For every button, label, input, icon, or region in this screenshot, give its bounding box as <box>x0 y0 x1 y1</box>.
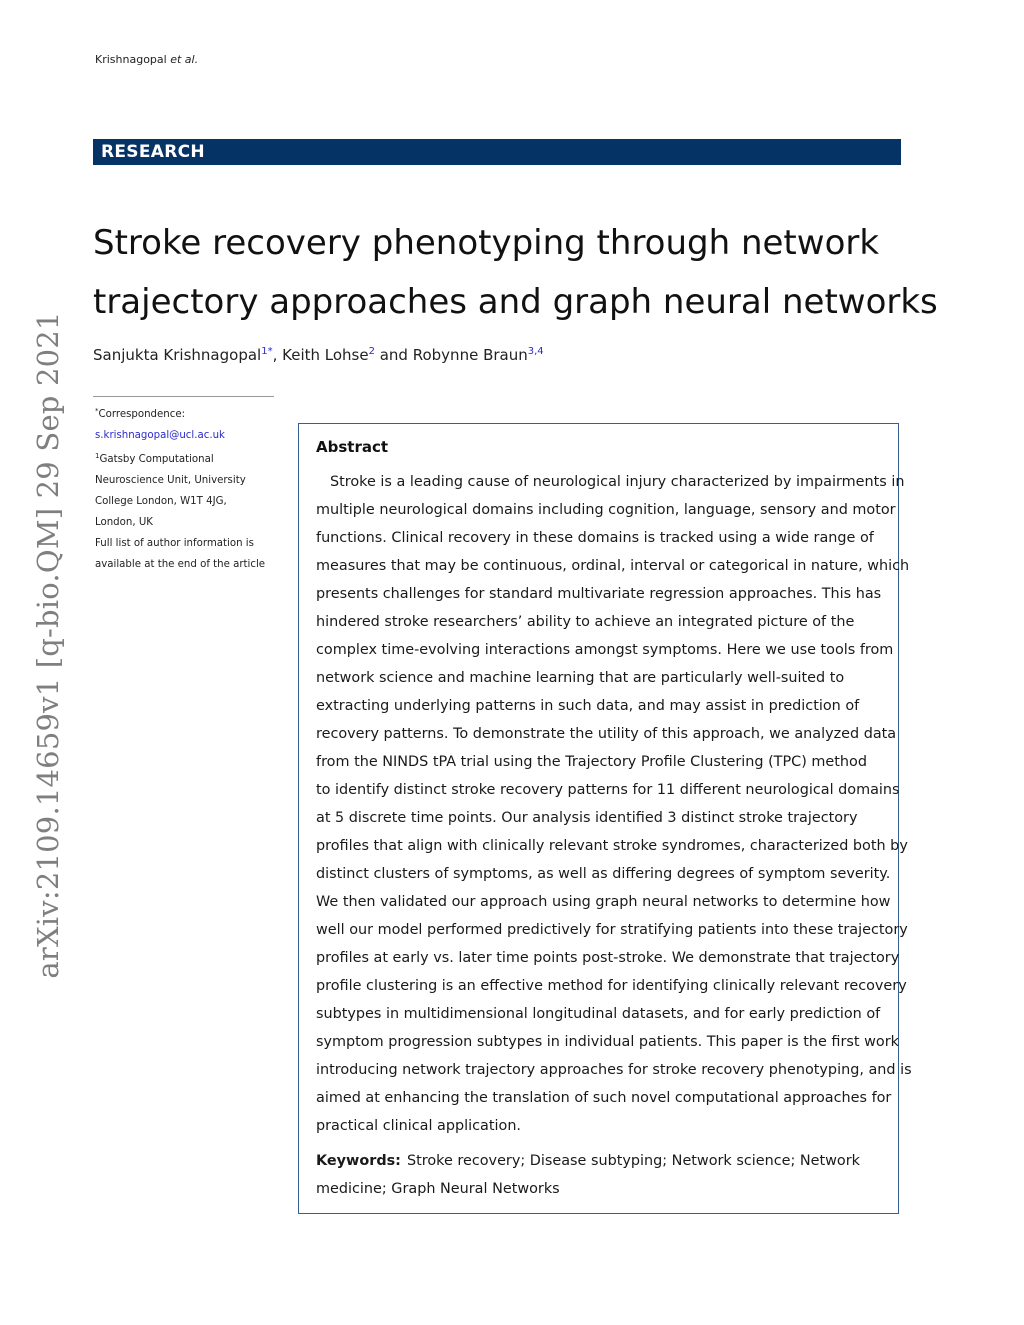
author-separator: and <box>374 346 413 364</box>
running-head-etal: et al. <box>170 53 199 66</box>
author-separator: , <box>272 346 283 364</box>
author-info-note: Full list of author information is <box>95 538 254 549</box>
abstract-line: subtypes in multidimensional longitudinal datasets, and for early prediction of <box>316 1006 881 1022</box>
affiliation-line <box>95 446 280 470</box>
abstract-body <box>316 468 912 1140</box>
side-notes <box>95 401 280 575</box>
abstract-line: practical clinical application. <box>316 1118 522 1134</box>
abstract-line: at 5 discrete time points. Our analysis identified 3 distinct stroke trajectory <box>316 810 858 826</box>
abstract-line: profiles at early vs. later time points post-stroke. We demonstrate that trajectory <box>316 950 900 966</box>
abstract-line: from the NINDS tPA trial using the Trajectory Profile Clustering (TPC) method <box>316 754 867 770</box>
author-affiliation-mark[interactable]: 3,4 <box>527 346 544 357</box>
title-line: trajectory approaches and graph neural networks <box>93 282 938 322</box>
keywords-label: Keywords: <box>316 1153 401 1169</box>
abstract-line: We then validated our approach using graph neural networks to determine how <box>316 894 891 910</box>
section-bar <box>93 139 901 165</box>
abstract-line: introducing network trajectory approaches for stroke recovery phenotyping, and is <box>316 1062 912 1078</box>
abstract-line: complex time-evolving interactions amongst symptoms. Here we use tools from <box>316 642 894 658</box>
correspondence-label: Correspondence: <box>98 409 186 420</box>
abstract-line: multiple neurological domains including cognition, language, sensory and motor <box>316 502 896 518</box>
author-name: Robynne Braun <box>412 346 528 364</box>
affiliation-text: London, UK <box>95 517 153 528</box>
correspondence-email-link[interactable]: s.krishnagopal@ucl.ac.uk <box>95 430 225 441</box>
abstract-line: presents challenges for standard multivariate regression approaches. This has <box>316 586 882 602</box>
author-affiliation-mark[interactable]: 2 <box>368 346 375 357</box>
affiliation-text: Gatsby Computational <box>99 454 214 465</box>
abstract-box <box>298 423 912 1214</box>
abstract-line: well our model performed predictively for stratifying patients into these trajectory <box>316 922 908 938</box>
correspondence-mark: * <box>95 407 99 415</box>
section-label: RESEARCH <box>101 142 205 162</box>
affiliation-text: College London, W1T 4JG, <box>95 496 227 507</box>
abstract-line: functions. Clinical recovery in these domains is tracked using a wide range of <box>316 530 874 546</box>
arxiv-identifier: arXiv:2109.14659v1 [q-bio.QM] 29 Sep 2021 <box>31 311 65 979</box>
abstract-line: profile clustering is an effective method for identifying clinically relevant recovery <box>316 978 907 994</box>
affiliation-mark: 1 <box>95 452 100 460</box>
title-line: Stroke recovery phenotyping through network <box>93 223 880 263</box>
abstract-line: symptom progression subtypes in individual patients. This paper is the first work <box>316 1034 899 1050</box>
abstract-line: aimed at enhancing the translation of such novel computational approaches for <box>316 1090 892 1106</box>
abstract-line: to identify distinct stroke recovery patterns for 11 different neurological domains <box>316 782 900 798</box>
abstract-line: measures that may be continuous, ordinal, interval or categorical in nature, which <box>316 558 910 574</box>
author-affiliation-mark[interactable]: 1* <box>261 346 273 357</box>
author-name: Sanjukta Krishnagopal <box>93 346 262 364</box>
side-notes-divider <box>93 396 274 397</box>
running-head <box>95 53 198 66</box>
keywords-text: Stroke recovery; Disease subtyping; Network science; Network <box>406 1153 860 1169</box>
keywords <box>316 1147 860 1203</box>
abstract-line: profiles that align with clinically relevant stroke syndromes, characterized both by <box>316 838 908 854</box>
abstract-line: extracting underlying patterns in such data, and may assist in prediction of <box>316 698 860 714</box>
keywords-text: medicine; Graph Neural Networks <box>316 1181 560 1197</box>
abstract-line: hindered stroke researchers’ ability to achieve an integrated picture of the <box>316 614 855 630</box>
correspondence-line <box>95 401 280 425</box>
paper-title <box>93 214 938 332</box>
abstract-line: recovery patterns. To demonstrate the utility of this approach, we analyzed data <box>316 726 897 742</box>
abstract-line: Stroke is a leading cause of neurological injury characterized by impairments in <box>330 474 905 490</box>
abstract-heading: Abstract <box>316 438 389 456</box>
keywords-line <box>316 1147 860 1175</box>
author-name: Keith Lohse <box>282 346 369 364</box>
running-head-author: Krishnagopal <box>95 53 167 66</box>
abstract-line: network science and machine learning that are particularly well-suited to <box>316 670 845 686</box>
abstract-line: distinct clusters of symptoms, as well as differing degrees of symptom severity. <box>316 866 891 882</box>
affiliation-text: Neuroscience Unit, University <box>95 475 246 486</box>
author-list <box>93 346 544 364</box>
author-info-note: available at the end of the article <box>95 559 266 570</box>
